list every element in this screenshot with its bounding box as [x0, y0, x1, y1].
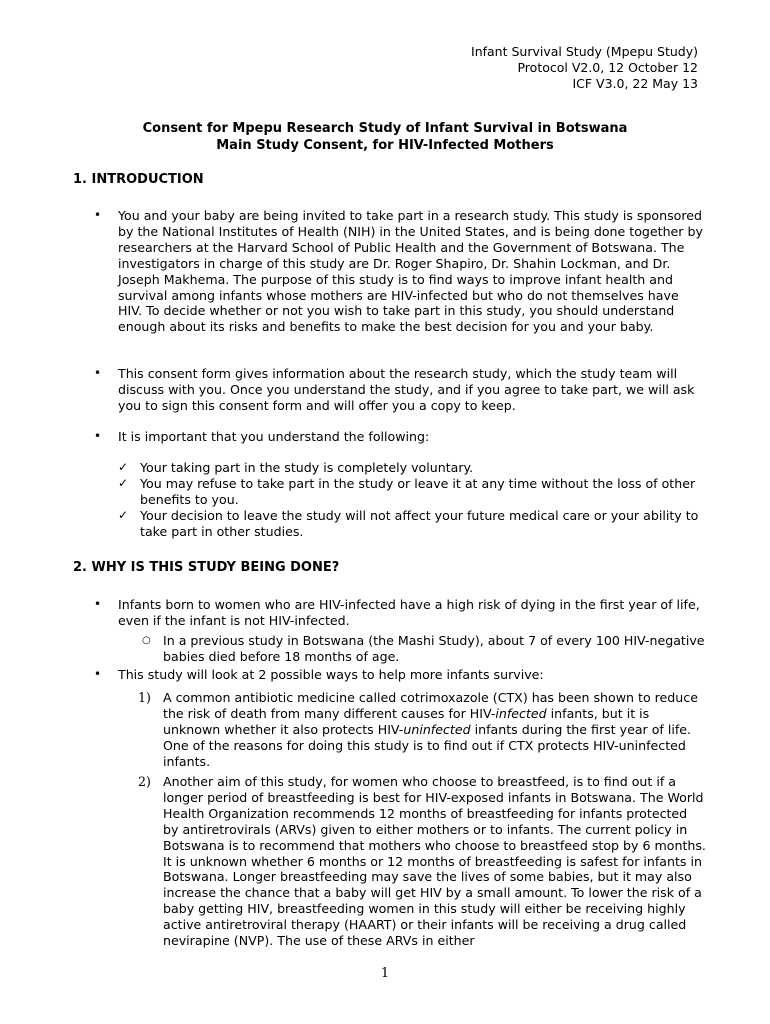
why-paragraph-2: This study will look at 2 possible ways to help more infants survive: [118, 667, 544, 682]
ctx-text-part-a: A common antibiotic medicine called cotrimoxazole (CTX) has been shown to reduce the risk of death from many different causes for HIV- [163, 690, 698, 721]
item-number-1: 1) [138, 690, 151, 705]
bullet-icon: • [94, 597, 102, 611]
check-item-future-care: Your decision to leave the study will not affect your future medical care or your ability to take part in other studies. [140, 508, 699, 539]
ctx-text-uninfected: uninfected [403, 721, 471, 737]
ctx-text-part-b: infants, but it is unknown whether it also protects HIV- [163, 705, 650, 737]
intro-paragraph-1: You and your baby are being invited to take part in a research study. This study is sponsored by the National Institutes of Health (NIH) in the United States, and is being done together by researchers at the Harvard School of Public Health and the Government of Botswana. The investigators in charge of this study are Dr. Roger Shapiro, Dr. Shahin Lockman, and Dr. Joseph Makhema. The purpose of this study is to find ways to improve infant health and survival among infants whose mothers are HIV-infected but who do not themselves have HIV. To decide whether or not you wish to take part in this study, you should understand enough about its risks and benefits to make the best decision for you and your baby. [118, 208, 703, 335]
checkmark-icon: ✓ [118, 476, 129, 490]
protocol-header [471, 44, 698, 92]
breastfeeding-item-text: Another aim of this study, for women who choose to breastfeed, is to find out if a longer period of breastfeeding is best for HIV-exposed infants in Botswana. The World Health Organization recommends 12 months of breastfeeding for infants protected by antiretrovirals (ARVs) given to either mothers or to infants. The current policy in Botswana is to recommend that mothers who choose to breastfeed stop by 6 months. It is unknown whether 6 months or 12 months of breastfeeding is safest for infants in Botswana. Longer breastfeeding may save the lives of some babies, but it may also increase the chance that a baby will get HIV by a small amount. To lower the risk of a baby getting HIV, breastfeeding women in this study will either be receiving highly active antiretroviral therapy (HAART) or their infants will be receiving a drug called nevirapine (NVP). The use of these ARVs in either [163, 774, 706, 949]
bullet-icon: • [94, 667, 102, 681]
document-title [0, 120, 770, 154]
bullet-icon: • [94, 208, 102, 222]
section-heading-introduction: 1. INTRODUCTION [73, 172, 204, 187]
checkmark-icon: ✓ [118, 508, 129, 522]
bullet-icon: • [94, 366, 102, 380]
intro-paragraph-2: This consent form gives information about the research study, which the study team will discuss with you. Once you understand the study, and if you agree to take part, we will ask you to sign this consent form and will offer you a copy to keep. [118, 366, 695, 413]
circle-bullet-icon: ○ [142, 635, 151, 646]
title-line-1: Consent for Mpepu Research Study of Infant Survival in Botswana [142, 121, 628, 136]
mashi-study-note: In a previous study in Botswana (the Mashi Study), about 7 of every 100 HIV-negative babies died before 18 months of age. [163, 633, 705, 664]
ctx-text-part-c: infants during the first year of life. One of the reasons for doing this study is to find out if CTX protects HIV-uninfected infants. [163, 721, 692, 769]
checkmark-icon: ✓ [118, 460, 129, 474]
page-number: 1 [380, 966, 390, 981]
check-item-refuse: You may refuse to take part in the study or leave it at any time without the loss of other benefits to you. [140, 476, 696, 507]
bullet-icon: • [94, 429, 102, 443]
header-study-name: Infant Survival Study (Mpepu Study) [471, 44, 698, 59]
header-icf-version: ICF V3.0, 22 May 13 [572, 76, 698, 91]
check-item-voluntary: Your taking part in the study is completely voluntary. [140, 460, 474, 475]
ctx-item-text [163, 690, 706, 770]
title-line-2: Main Study Consent, for HIV-Infected Mothers [216, 138, 554, 153]
intro-paragraph-3: It is important that you understand the following: [118, 429, 430, 444]
item-number-2: 2) [138, 774, 151, 789]
ctx-text-infected: infected [495, 705, 547, 721]
why-paragraph-1: Infants born to women who are HIV-infected have a high risk of dying in the first year of life, even if the infant is not HIV-infected. [118, 597, 700, 628]
header-protocol-version: Protocol V2.0, 12 October 12 [517, 60, 698, 75]
section-heading-why-study: 2. WHY IS THIS STUDY BEING DONE? [73, 560, 340, 575]
